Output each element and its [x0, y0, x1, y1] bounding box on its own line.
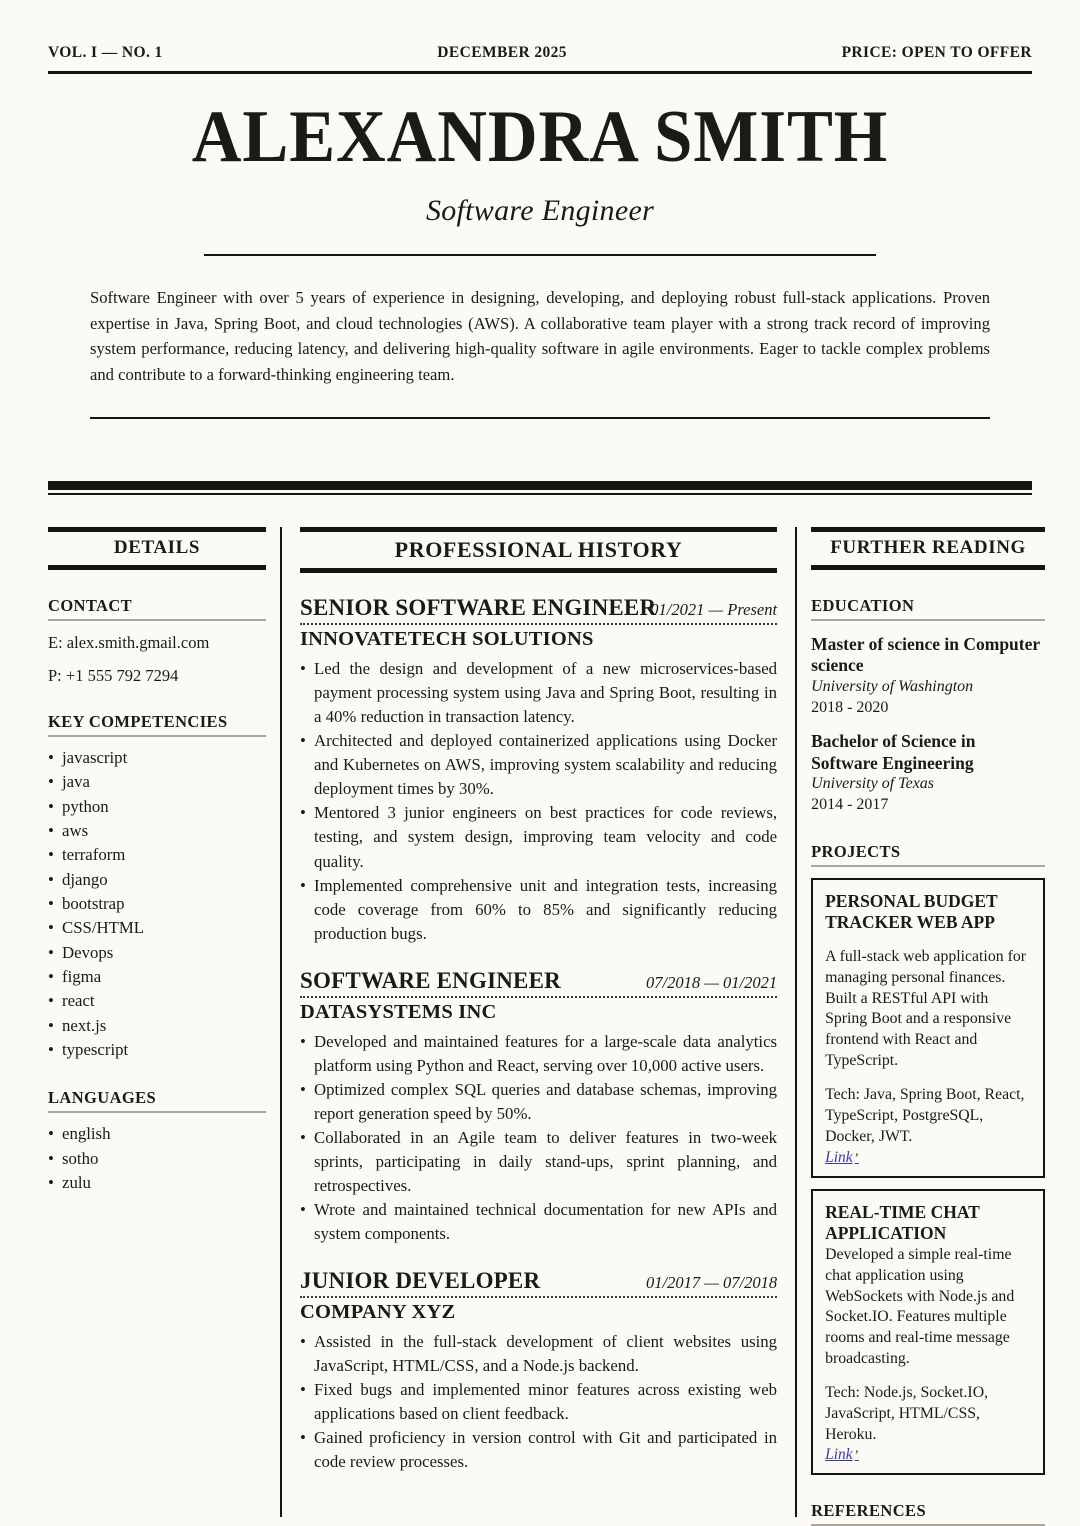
masthead-volume: VOL. I — NO. 1: [48, 44, 163, 61]
project-description: A full-stack web application for managing personal finances. Built a RESTful API with Spring Boot and a responsive frontend with React and TypeScript.: [825, 948, 1026, 1069]
section-heading-professional-history: PROFESSIONAL HISTORY: [300, 527, 777, 573]
job-dates: 01/2017 — 07/2018: [645, 1272, 778, 1292]
job-title: JUNIOR DEVELOPER: [300, 1267, 541, 1293]
contact-phone: P: +1 555 792 7294: [48, 665, 179, 685]
job-bullets: [300, 657, 777, 945]
project-tech: Tech: Node.js, Socket.IO, JavaScript, HTML/CSS, Heroku.: [825, 1384, 989, 1443]
list-item: • Architected and deployed containerized applications using Docker and Kubernetes on AWS, improving system scalability and reducing deployment times by 30%.: [300, 729, 777, 801]
section-heading-further-reading: FURTHER READING: [811, 527, 1045, 570]
list-item: • python: [48, 795, 266, 819]
list-item: • zulu: [48, 1171, 266, 1195]
job-entry: [300, 1268, 777, 1474]
contact-heading: CONTACT: [48, 596, 266, 621]
job-title: SOFTWARE ENGINEER: [300, 967, 561, 993]
list-item: • figma: [48, 965, 266, 989]
project-link[interactable]: [825, 1446, 859, 1464]
education-years: 2014 - 2017: [811, 795, 889, 813]
title-divider: [204, 254, 876, 256]
list-item: • react: [48, 989, 266, 1013]
link-tick-icon: ’: [854, 1447, 859, 1463]
list-item: • Developed and maintained features for a large-scale data analytics platform using Python and React, serving over 10,000 active users.: [300, 1030, 777, 1078]
summary-divider: [90, 417, 990, 419]
languages-list: [48, 1122, 266, 1195]
project-description: Developed a simple real-time chat application using WebSockets with Node.js and Socket.IO. Features multiple rooms and real-time message broadcasting.: [825, 1246, 1015, 1367]
link-tick-icon: ’: [854, 1149, 859, 1165]
list-item: • Mentored 3 junior engineers on best practices for code reviews, testing, and system design, improving team velocity and code quality.: [300, 801, 777, 873]
list-item: • aws: [48, 819, 266, 843]
masthead: [48, 0, 1032, 62]
competencies-heading: KEY COMPETENCIES: [48, 712, 266, 737]
list-item: • Gained proficiency in version control with Git and participated in code review processes.: [300, 1426, 777, 1474]
job-dotted-rule: [300, 623, 777, 625]
list-item: • Optimized complex SQL queries and database schemas, improving report generation speed by 50%.: [300, 1078, 777, 1126]
project-card: [811, 878, 1045, 1178]
list-item: • terraform: [48, 843, 266, 867]
further-reading-column: [797, 527, 1045, 1521]
job-header: [300, 595, 777, 621]
details-column: [48, 527, 280, 1517]
contact-email: E: alex.smith.gmail.com: [48, 633, 210, 653]
job-subtitle: Software Engineer: [425, 194, 655, 227]
competencies-list: [48, 746, 266, 1062]
projects-heading: PROJECTS: [811, 842, 1045, 867]
job-header: [300, 1268, 777, 1294]
job-dates: 07/2018 — 01/2021: [645, 972, 778, 992]
masthead-rule: [48, 71, 1032, 74]
education-entry: [811, 634, 1045, 718]
section-heading-details: DETAILS: [48, 527, 266, 570]
list-item: • english: [48, 1122, 266, 1146]
job-title: SENIOR SOFTWARE ENGINEER: [300, 595, 657, 621]
job-company: COMPANY XYZ: [300, 1300, 456, 1323]
project-card: [811, 1189, 1045, 1476]
references-heading: REFERENCES: [811, 1501, 1045, 1526]
job-company: INNOVATETECH SOLUTIONS: [300, 628, 594, 651]
list-item: • Collaborated in an Agile team to deliver features in two-week sprints, participating in daily stand-ups, sprint planning, and retrospectives.: [300, 1126, 777, 1198]
education-degree: Bachelor of Science in Software Engineering: [811, 731, 976, 773]
job-entry: [300, 968, 777, 1246]
profile-summary: Software Engineer with over 5 years of experience in designing, developing, and deploying robust full-stack applications. Proven expertise in Java, Spring Boot, and cloud technologies (AWS). A collaborative team player with a strong track record of improving system performance, reducing latency, and delivering high-quality software in agile environments. Eager to tackle complex problems and contribute to a forward-thinking engineering team.: [90, 288, 990, 384]
project-title: REAL-TIME CHAT APPLICATION: [825, 1201, 980, 1243]
project-link-label: Link: [825, 1446, 853, 1464]
body-columns: [48, 527, 1040, 1521]
job-bullets: [300, 1030, 777, 1246]
languages-heading: LANGUAGES: [48, 1088, 266, 1113]
job-dates: 01/2021 — Present: [650, 600, 778, 620]
list-item: • Wrote and maintained technical documentation for new APIs and system components.: [300, 1198, 777, 1246]
job-header: [300, 968, 777, 994]
education-school: University of Texas: [811, 775, 935, 793]
education-heading: EDUCATION: [811, 596, 1045, 621]
education-years: 2018 - 2020: [811, 698, 889, 716]
education-degree: Master of science in Computer science: [811, 634, 1040, 676]
list-item: • CSS/HTML: [48, 916, 266, 940]
masthead-date: DECEMBER 2025: [437, 44, 567, 61]
list-item: • sotho: [48, 1147, 266, 1171]
job-dotted-rule: [300, 1296, 777, 1298]
heavy-divider-thin: [48, 493, 1032, 495]
education-school: University of Washington: [811, 677, 974, 695]
list-item: • django: [48, 868, 266, 892]
list-item: • Implemented comprehensive unit and integration tests, increasing code coverage from 60% to 85% and significantly reducing production bugs.: [300, 874, 777, 946]
list-item: • Devops: [48, 941, 266, 965]
list-item: • typescript: [48, 1038, 266, 1062]
list-item: • bootstrap: [48, 892, 266, 916]
project-title: PERSONAL BUDGET TRACKER WEB APP: [825, 890, 998, 932]
masthead-price: PRICE: OPEN TO OFFER: [841, 44, 1032, 61]
professional-history-column: [280, 527, 797, 1517]
education-entry: [811, 731, 1045, 815]
list-item: • Assisted in the full-stack development of client websites using JavaScript, HTML/CSS, and a Node.js backend.: [300, 1330, 777, 1378]
project-tech: Tech: Java, Spring Boot, React, TypeScript, PostgreSQL, Docker, JWT.: [825, 1086, 1025, 1145]
page-title: ALEXANDRA SMITH: [191, 96, 889, 178]
heavy-divider: [48, 481, 1032, 490]
job-bullets: [300, 1330, 777, 1474]
list-item: • Led the design and development of a new microservices-based payment processing system using Java and Spring Boot, resulting in a 40% reduction in transaction latency.: [300, 657, 777, 729]
list-item: • Fixed bugs and implemented minor features across existing web applications based on client feedback.: [300, 1378, 777, 1426]
list-item: • java: [48, 770, 266, 794]
project-link-label: Link: [825, 1148, 853, 1166]
list-item: • next.js: [48, 1014, 266, 1038]
list-item: • javascript: [48, 746, 266, 770]
job-entry: [300, 595, 777, 945]
job-company: DATASYSTEMS INC: [300, 1000, 497, 1023]
job-dotted-rule: [300, 996, 777, 998]
project-link[interactable]: [825, 1149, 859, 1167]
